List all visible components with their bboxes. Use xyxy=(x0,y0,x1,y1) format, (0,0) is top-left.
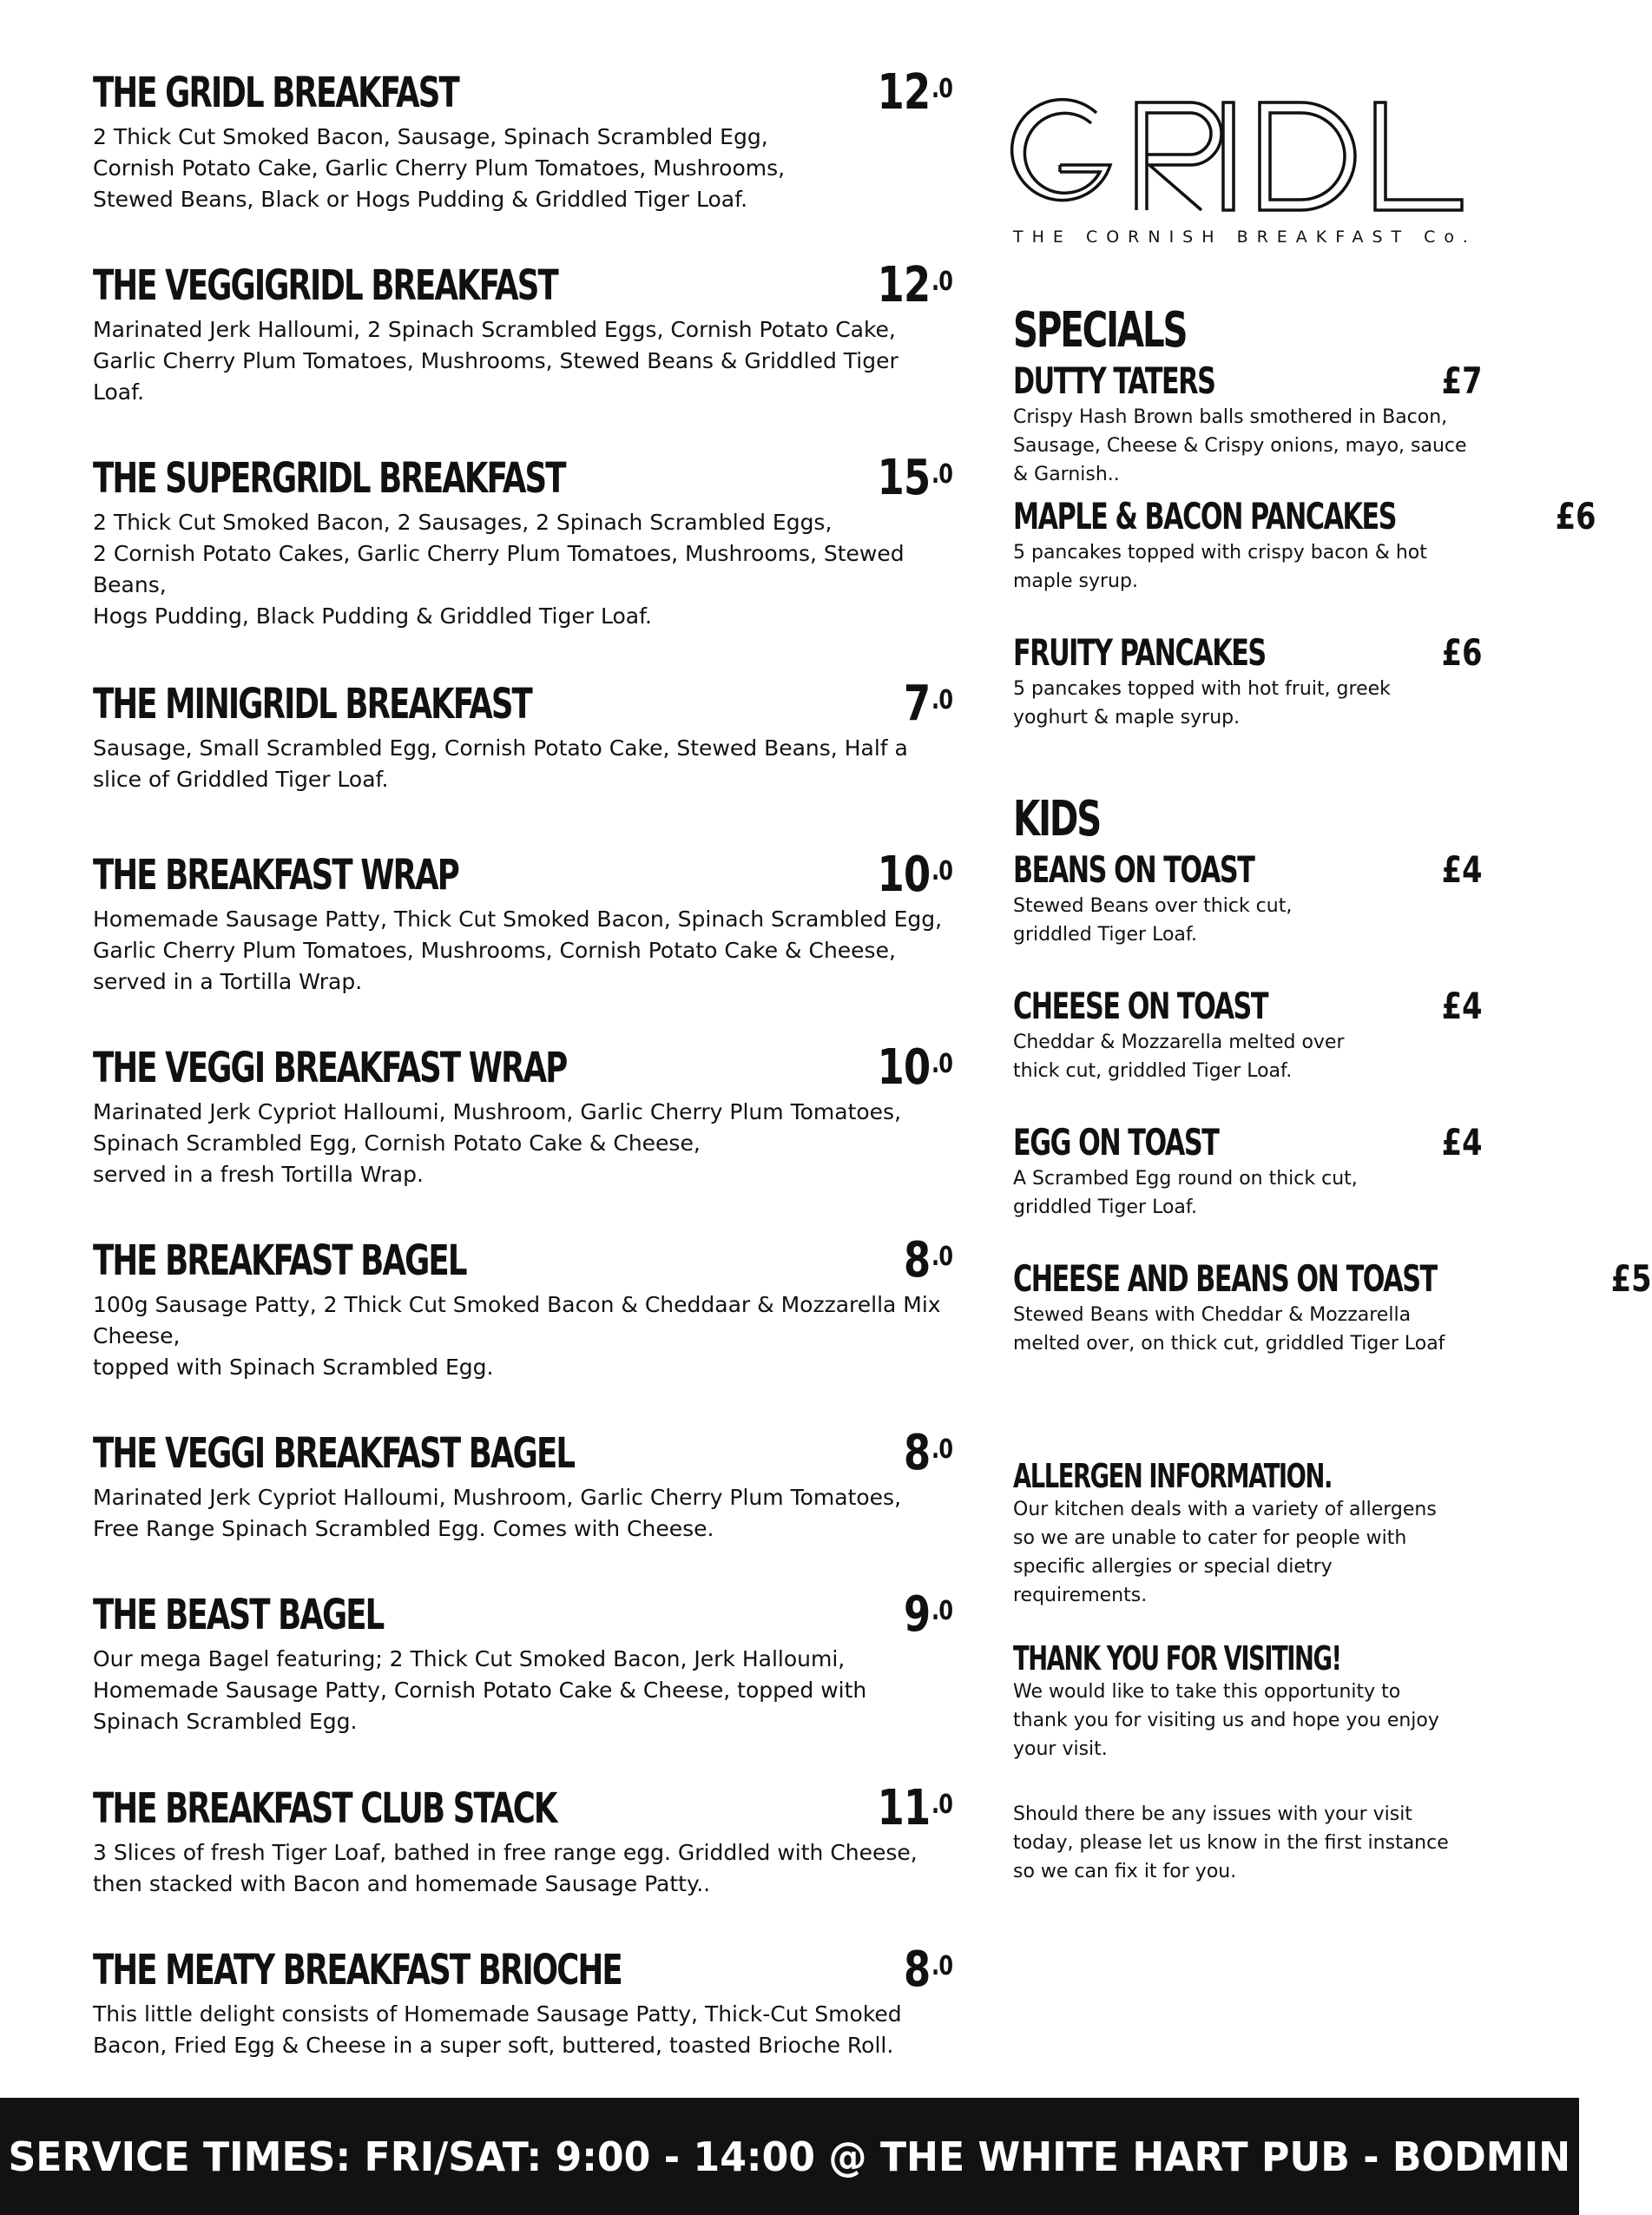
item-description: Crispy Hash Brown balls smothered in Bacon, Sausage, Cheese & Crispy onions, mayo, sauce & Garnish.. xyxy=(1013,406,1467,485)
item-price: $7^{.0}$ xyxy=(903,676,952,732)
item-price: $12^{.0}$ xyxy=(877,257,952,313)
item-description: Cheddar & Mozzarella melted over thick cut, griddled Tiger Loaf. xyxy=(1013,1032,1345,1082)
item-price: £4 xyxy=(1441,848,1482,891)
item-name: THE VEGGIGRIDL BREAKFAST xyxy=(93,261,557,310)
item-name: EGG ON TOAST xyxy=(1013,1121,1219,1164)
section-title: KIDS xyxy=(1013,791,1101,847)
special-item xyxy=(1013,631,1482,735)
kids-item xyxy=(1013,848,1482,985)
item-description: A Scrambed Egg round on thick cut, griddled Tiger Loaf. xyxy=(1013,1168,1358,1218)
item-name: THE MINIGRIDL BREAKFAST xyxy=(93,680,531,728)
menu-item xyxy=(93,64,952,257)
allergen-text: Our kitchen deals with a variety of allergens so we are unable to cater for people with specific allergies or special dietry requirements. xyxy=(1013,1499,1437,1606)
item-description: Homemade Sausage Patty, Thick Cut Smoked Bacon, Spinach Scrambled Egg, Garlic Cherry Plum Tomatoes, Mushrooms, Cornish Potato Cake & Cheese, served in a Tortilla Wrap. xyxy=(93,906,943,994)
item-name: THE BREAKFAST BAGEL xyxy=(93,1236,466,1285)
item-price: $15^{.0}$ xyxy=(877,450,952,506)
item-description: Our mega Bagel featuring; 2 Thick Cut Smoked Bacon, Jerk Halloumi, Homemade Sausage Patty, Cornish Potato Cake & Cheese, topped with Spinach Scrambled Egg. xyxy=(93,1646,867,1734)
item-description: 2 Thick Cut Smoked Bacon, 2 Sausages, 2 Spinach Scrambled Eggs, 2 Cornish Potato Cakes, Garlic Cherry Plum Tomatoes, Mushrooms, Stewed Beans, Hogs Pudding, Black Pudding & Griddled Tiger Loaf. xyxy=(93,510,905,629)
menu-item xyxy=(93,1425,952,1586)
item-name: THE BREAKFAST WRAP xyxy=(93,851,458,900)
thanks-title: THANK YOU FOR VISITING! xyxy=(1013,1639,1341,1678)
menu-item xyxy=(93,1232,952,1425)
brand-logo xyxy=(1013,78,1482,252)
item-price: $10^{.0}$ xyxy=(877,847,952,903)
allergen-section xyxy=(1013,1457,1482,1610)
item-name: THE VEGGI BREAKFAST WRAP xyxy=(93,1044,567,1092)
item-price: £6 xyxy=(1555,495,1596,537)
menu-item xyxy=(93,257,952,450)
gridl-logo xyxy=(1006,87,1466,217)
kids-item xyxy=(1013,1121,1482,1257)
specials-section xyxy=(1013,302,1596,735)
item-name: THE VEGGI BREAKFAST BAGEL xyxy=(93,1429,575,1478)
kids-section xyxy=(1013,791,1652,1361)
main-menu xyxy=(93,64,952,2134)
item-price: £7 xyxy=(1441,359,1482,402)
menu-item xyxy=(93,1039,952,1232)
item-price: $8^{.0}$ xyxy=(903,1941,952,1998)
item-description: 5 pancakes topped with hot fruit, greek yoghurt & maple syrup. xyxy=(1013,678,1391,728)
menu-item xyxy=(93,450,952,676)
service-times-text: SERVICE TIMES: FRI/SAT: 9:00 - 14:00 @ THE WHITE HART PUB - BODMIN xyxy=(8,2133,1571,2180)
item-price: £4 xyxy=(1441,985,1482,1027)
item-price: $8^{.0}$ xyxy=(903,1232,952,1289)
item-description: This little delight consists of Homemade Sausage Patty, Thick-Cut Smoked Bacon, Fried Egg & Cheese in a super soft, buttered, toasted Brioche Roll. xyxy=(93,2001,902,2058)
thanks-section xyxy=(1013,1639,1482,1886)
item-description: 5 pancakes topped with crispy bacon & hot maple syrup. xyxy=(1013,542,1427,592)
special-item xyxy=(1013,495,1596,631)
item-description: 100g Sausage Patty, 2 Thick Cut Smoked Bacon & Cheddaar & Mozzarella Mix Cheese, topped with Spinach Scrambled Egg. xyxy=(93,1292,941,1380)
item-name: CHEESE ON TOAST xyxy=(1013,985,1268,1027)
brand-tagline: THE CORNISH BREAKFAST Co. xyxy=(1013,227,1477,247)
item-description: 2 Thick Cut Smoked Bacon, Sausage, Spinach Scrambled Egg, Cornish Potato Cake, Garlic Cherry Plum Tomatoes, Mushrooms, Stewed Beans, Black or Hogs Pudding & Griddled Tiger Loaf. xyxy=(93,124,786,212)
item-description: 3 Slices of fresh Tiger Loaf, bathed in free range egg. Griddled with Cheese, then stacked with Bacon and homemade Sausage Patty.. xyxy=(93,1840,918,1896)
item-name: THE BEAST BAGEL xyxy=(93,1591,384,1639)
item-price: £6 xyxy=(1441,631,1482,674)
menu-item xyxy=(93,676,952,847)
thanks-text: We would like to take this opportunity to thank you for visiting us and hope you enjoy your visit. xyxy=(1013,1681,1439,1760)
item-price: $12^{.0}$ xyxy=(877,64,952,121)
section-title: SPECIALS xyxy=(1013,302,1187,359)
item-price: $10^{.0}$ xyxy=(877,1039,952,1096)
item-price: £5 xyxy=(1611,1257,1652,1300)
item-name: DUTTY TATERS xyxy=(1013,359,1215,402)
allergen-title: ALLERGEN INFORMATION. xyxy=(1013,1457,1332,1495)
item-description: Sausage, Small Scrambled Egg, Cornish Potato Cake, Stewed Beans, Half a slice of Griddled Tiger Loaf. xyxy=(93,735,908,792)
item-description: Stewed Beans over thick cut, griddled Tiger Loaf. xyxy=(1013,895,1293,946)
item-price: £4 xyxy=(1441,1121,1482,1164)
menu-item xyxy=(93,1586,952,1780)
thanks-text-2: Should there be any issues with your visit today, please let us know in the first instance so we can fix it for you. xyxy=(1013,1803,1449,1882)
service-times-banner xyxy=(0,2098,1579,2215)
menu-item xyxy=(93,847,952,1039)
item-name: CHEESE AND BEANS ON TOAST xyxy=(1013,1257,1437,1300)
item-name: THE GRIDL BREAKFAST xyxy=(93,69,458,117)
special-item xyxy=(1013,359,1482,495)
menu-item xyxy=(93,1780,952,1941)
item-price: $8^{.0}$ xyxy=(903,1425,952,1481)
item-price: $11^{.0}$ xyxy=(877,1780,952,1836)
item-description: Marinated Jerk Cypriot Halloumi, Mushroom, Garlic Cherry Plum Tomatoes, Free Range Spinach Scrambled Egg. Comes with Cheese. xyxy=(93,1485,902,1541)
item-description: Marinated Jerk Cypriot Halloumi, Mushroom, Garlic Cherry Plum Tomatoes, Spinach Scrambled Egg, Cornish Potato Cake & Cheese, served in a fresh Tortilla Wrap. xyxy=(93,1099,902,1187)
item-name: FRUITY PANCAKES xyxy=(1013,631,1266,674)
item-price: $9^{.0}$ xyxy=(903,1586,952,1643)
item-name: MAPLE & BACON PANCAKES xyxy=(1013,495,1397,537)
kids-item xyxy=(1013,985,1482,1121)
side-column xyxy=(1013,78,1652,1886)
item-name: THE SUPERGRIDL BREAKFAST xyxy=(93,454,565,503)
item-name: THE BREAKFAST CLUB STACK xyxy=(93,1784,556,1833)
item-description: Stewed Beans with Cheddar & Mozzarella melted over, on thick cut, griddled Tiger Loaf xyxy=(1013,1304,1445,1355)
kids-item xyxy=(1013,1257,1652,1361)
item-name: THE MEATY BREAKFAST BRIOCHE xyxy=(93,1946,622,1994)
item-description: Marinated Jerk Halloumi, 2 Spinach Scrambled Eggs, Cornish Potato Cake, Garlic Cherry Plum Tomatoes, Mushrooms, Stewed Beans & Griddled Tiger Loaf. xyxy=(93,317,898,405)
item-name: BEANS ON TOAST xyxy=(1013,848,1254,891)
